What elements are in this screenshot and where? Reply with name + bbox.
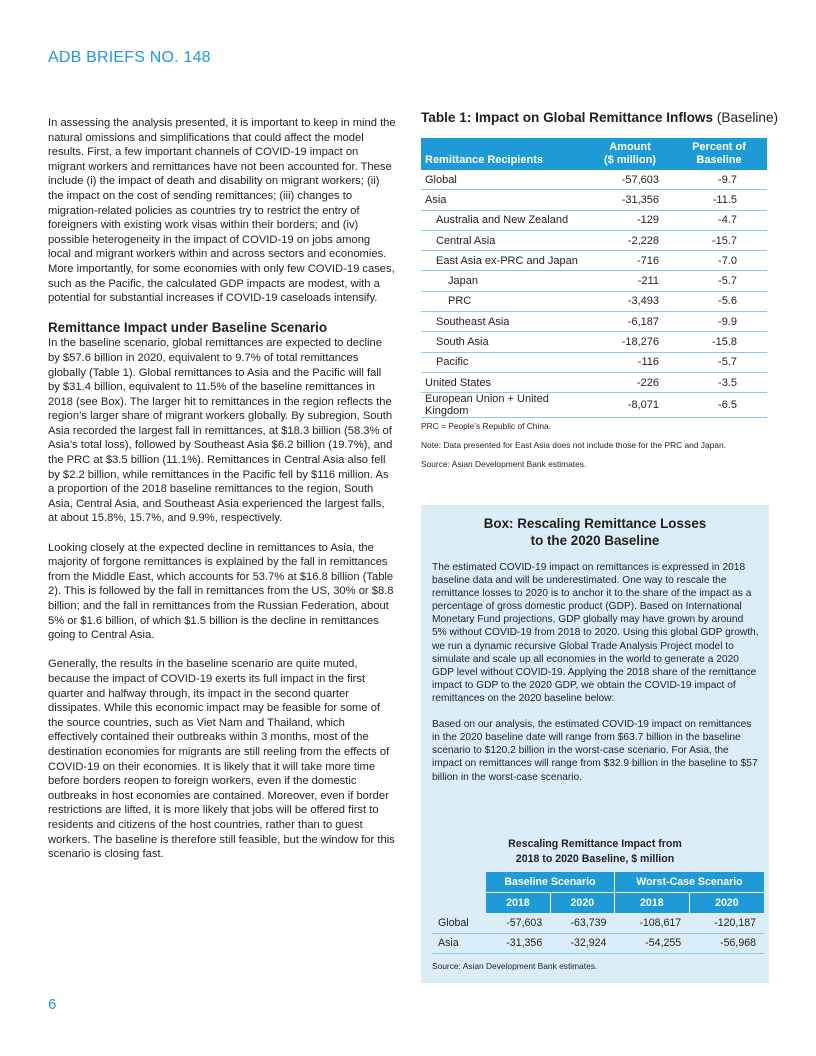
year-header: 2020 <box>550 893 614 914</box>
left-column <box>48 116 396 876</box>
row-value: -56,968 <box>689 933 764 954</box>
box-table-title-line2: 2018 to 2020 Baseline, $ million <box>515 852 675 865</box>
table-row <box>432 933 764 954</box>
table-row <box>421 332 767 352</box>
row-amount: -18,276 <box>589 332 671 352</box>
remittance-table <box>421 138 767 418</box>
row-percent: -11.5 <box>671 190 767 210</box>
row-percent: -4.7 <box>671 210 767 230</box>
row-name: Japan <box>421 271 589 291</box>
table-row <box>421 291 767 311</box>
group-header-baseline: Baseline Scenario <box>486 872 614 893</box>
row-name: Asia <box>421 190 589 210</box>
row-percent: -5.7 <box>671 271 767 291</box>
table-row <box>421 190 767 210</box>
note-east-asia: Note: Data presented for East Asia does not include those for the PRC and Japan. <box>421 440 726 450</box>
row-name: Australia and New Zealand <box>421 210 589 230</box>
row-name: PRC <box>421 291 589 311</box>
box-title <box>421 515 769 549</box>
row-name: South Asia <box>421 332 589 352</box>
row-amount: -211 <box>589 271 671 291</box>
row-percent: -15.7 <box>671 230 767 250</box>
row-amount: -716 <box>589 251 671 271</box>
row-name: East Asia ex-PRC and Japan <box>421 251 589 271</box>
row-amount: -2,228 <box>589 230 671 250</box>
row-name: Southeast Asia <box>421 312 589 332</box>
row-value: -54,255 <box>614 933 689 954</box>
conclusion-paragraph: Generally, the results in the baseline scenario are quite muted, because the impact of COVID-19 exerts its full impact in the first quarter and halfway through, its impact in the second quarter dissipates. While this economic impact may be feasible for some of the source countries, such as Viet Nam and Thailand, which effectively contained their outbreaks within 3 months, most of the destination economies for migrants are still reeling from the effects of COVID-19 on their economies. It is likely that it will take more time before borders reopen to foreign workers, even if the domestic outbreaks in host economies are contained. Moreover, even if border restrictions are lifted, it is more likely that jobs will be offered first to residents and citizens of the host countries, rather than to guest workers. The baseline is therefore still feasible, but the window for this scenario is closing fast. <box>48 658 395 861</box>
row-percent: -7.0 <box>671 251 767 271</box>
column-header-percent-line2: Baseline <box>696 154 742 166</box>
box-table-title-line1: Rescaling Remittance Impact from <box>508 838 682 850</box>
rescaling-table <box>432 872 764 954</box>
empty-header-cell <box>432 872 486 893</box>
year-header: 2018 <box>614 893 689 914</box>
row-value: -108,617 <box>614 913 689 933</box>
column-header-amount-line2: ($ million) <box>604 154 656 166</box>
row-percent: -15.8 <box>671 332 767 352</box>
box-table-title <box>421 837 769 866</box>
year-header: 2018 <box>486 893 550 914</box>
box-source: Source: Asian Development Bank estimates. <box>432 961 598 971</box>
middle-east-paragraph: Looking closely at the expected decline in remittances to Asia, the majority of forgone remittances is explained by the fall in remittances from the Middle East, which accounts for 53.7% at $16.8 billion (Table 2). This is followed by the fall in remittances from the US, 30% or $8.8 billion; and the fall in remittances from the Russian Federation, about 5% or $1.6 billion, of which $1.5 billion is the decline in remittances going to Central Asia. <box>48 541 394 642</box>
row-amount: -226 <box>589 372 671 392</box>
row-amount: -8,071 <box>589 393 671 418</box>
empty-header-cell <box>432 893 486 914</box>
table-row <box>421 372 767 392</box>
table1-title-main: Table 1: Impact on Global Remittance Inflows <box>421 110 714 125</box>
box-title-line2: to the 2020 Baseline <box>530 533 660 548</box>
row-name: Global <box>432 913 486 933</box>
table-row <box>421 352 767 372</box>
page-number: 6 <box>48 996 57 1013</box>
row-name: Asia <box>432 933 486 954</box>
table1-source: Source: Asian Development Bank estimates. <box>421 459 587 469</box>
row-name: Pacific <box>421 352 589 372</box>
row-amount: -31,356 <box>589 190 671 210</box>
row-amount: -3,493 <box>589 291 671 311</box>
table-row <box>421 271 767 291</box>
row-percent: -9.7 <box>671 170 767 190</box>
row-percent: -6.5 <box>671 393 767 418</box>
row-percent: -5.7 <box>671 352 767 372</box>
table1-title-qualifier: (Baseline) <box>716 110 779 125</box>
column-header-percent <box>671 138 767 170</box>
group-header-worst-case: Worst-Case Scenario <box>614 872 764 893</box>
rescaling-box <box>421 505 769 983</box>
row-name: Central Asia <box>421 230 589 250</box>
table-row <box>421 230 767 250</box>
row-amount: -57,603 <box>589 170 671 190</box>
baseline-paragraph: In the baseline scenario, global remittances are expected to decline by $57.6 billion in 2020, equivalent to 9.7% of total remittances globally (Table 1). Global remittances to Asia and the Pacific will fall by $31.4 billion, equivalent to 11.5% of the baseline remittances in 2018 (see Box). The larger hit to remittances in the region reflects the region’s larger share of migrant workers globally. By subregion, South Asia recorded the largest fall in remittances, at $18.3 billion (58.3% of Asia’s total loss), followed by Southeast Asia $6.2 billion (19.7%), and the PRC at $3.5 billion (11.1%). Remittances in Central Asia also fell by $2.2 billion, while remittances in the Pacific fell by $116 million. As a proportion of the 2018 baseline remittances to the region, South Asia, Central Asia, and Southeast Asia experienced the largest falls, at about 15.8%, 15.7%, and 9.9%, respectively. <box>48 337 393 525</box>
table-row <box>432 913 764 933</box>
table-row <box>421 251 767 271</box>
table-row <box>421 393 767 418</box>
row-value: -31,356 <box>486 933 550 954</box>
year-header: 2020 <box>689 893 764 914</box>
row-name: United States <box>421 372 589 392</box>
document-header: ADB BRIEFS NO. 148 <box>48 49 211 66</box>
column-header-percent-line1: Percent of <box>692 141 746 153</box>
row-value: -63,739 <box>550 913 614 933</box>
table-row <box>421 312 767 332</box>
box-title-line1: Box: Rescaling Remittance Losses <box>483 516 707 531</box>
column-header-amount-line1: Amount <box>609 141 651 153</box>
note-prc: PRC = People’s Republic of China. <box>421 421 551 431</box>
column-header-amount <box>589 138 671 170</box>
box-paragraph-2: Based on our analysis, the estimated COVID-19 impact on remittances in the 2020 baseline date will range from $63.7 billion in the baseline scenario to $120.2 billion in the worst-case scenario. For Asia, the impact on remittances will range from $32.9 billion in the baseline to $57 billion in the worst-case scenario. <box>432 719 758 783</box>
row-amount: -116 <box>589 352 671 372</box>
column-header-recipients: Remittance Recipients <box>421 138 589 170</box>
table-row <box>421 170 767 190</box>
row-amount: -129 <box>589 210 671 230</box>
table1-title <box>421 110 778 125</box>
section-heading: Remittance Impact under Baseline Scenario <box>48 320 328 336</box>
row-name: Global <box>421 170 589 190</box>
box-paragraph-1: The estimated COVID-19 impact on remittances is expressed in 2018 baseline data and will be underestimated. One way to rescale the remittance losses to 2020 is to anchor it to the share of the impact as a percentage of gross domestic product (GDP). Based on International Monetary Fund projections, GDP globally may have grown by around 5% without COVID-19 from 2018 to 2020. Using this global GDP growth, we run a dynamic recursive Global Trade Analysis Project model to simulate and scale up all economies in the world to generate a 2020 GDP level without COVID-19. Applying the 2018 share of the remittance impact to GDP to the 2020 GDP, we obtain the COVID-19 impact of remittances on the 2020 baseline below: <box>432 562 759 704</box>
table-row <box>421 210 767 230</box>
row-value: -57,603 <box>486 913 550 933</box>
row-value: -32,924 <box>550 933 614 954</box>
box-body <box>432 561 760 797</box>
row-value: -120,187 <box>689 913 764 933</box>
table1-notes <box>421 421 771 478</box>
row-percent: -3.5 <box>671 372 767 392</box>
row-name: European Union + United Kingdom <box>421 393 589 418</box>
row-percent: -5.6 <box>671 291 767 311</box>
row-amount: -6,187 <box>589 312 671 332</box>
row-percent: -9.9 <box>671 312 767 332</box>
intro-paragraph: In assessing the analysis presented, it is important to keep in mind the natural omissions and simplifications that could affect the model results. First, a few important channels of COVID-19 impact on migrant workers and remittances have not been accounted for. These include (i) the impact of death and disability on migrant workers; (ii) the impact on the cost of sending remittances; (iii) changes to migration-related policies as countries try to restrict the entry of foreigners with existing work visas within their borders; and (iv) possible heterogeneity in the impact of COVID-19 on jobs among local and migrant workers within and across sectors and economies. More importantly, for some economies with only few COVID-19 cases, such as the Pacific, the calculated GDP impacts are modest, with a potential for substantial increases if COVID-19 caseloads intensify. <box>48 117 396 305</box>
